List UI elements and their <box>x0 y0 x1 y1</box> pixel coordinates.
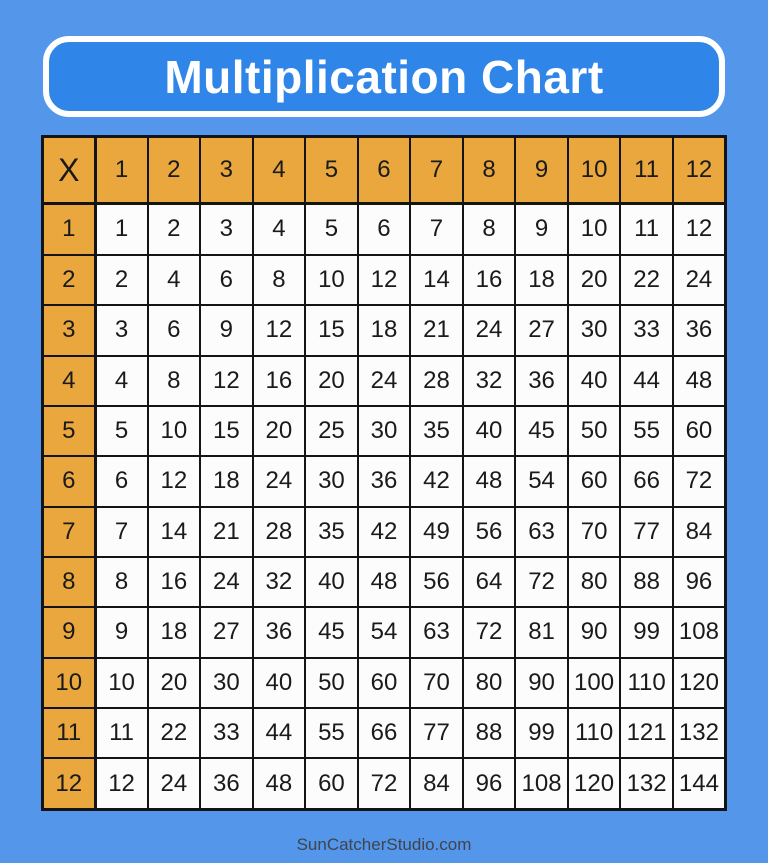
product-cell: 14 <box>410 255 463 305</box>
row-header-cell: 6 <box>43 456 96 506</box>
product-cell: 60 <box>358 658 411 708</box>
product-cell: 12 <box>95 758 148 809</box>
product-cell: 20 <box>568 255 621 305</box>
product-cell: 35 <box>305 507 358 557</box>
product-cell: 48 <box>463 456 516 506</box>
product-cell: 72 <box>463 607 516 657</box>
product-cell: 16 <box>463 255 516 305</box>
product-cell: 6 <box>200 255 253 305</box>
product-cell: 5 <box>305 204 358 255</box>
row-header-cell: 2 <box>43 255 96 305</box>
product-cell: 10 <box>305 255 358 305</box>
table-row <box>43 507 726 557</box>
product-cell: 40 <box>253 658 306 708</box>
product-cell: 63 <box>515 507 568 557</box>
product-cell: 72 <box>515 557 568 607</box>
product-cell: 100 <box>568 658 621 708</box>
product-cell: 33 <box>620 305 673 355</box>
product-cell: 9 <box>200 305 253 355</box>
row-header-cell: 4 <box>43 356 96 406</box>
product-cell: 7 <box>410 204 463 255</box>
product-cell: 28 <box>253 507 306 557</box>
table-row <box>43 255 726 305</box>
row-header-cell: 12 <box>43 758 96 809</box>
product-cell: 10 <box>95 658 148 708</box>
product-cell: 18 <box>358 305 411 355</box>
product-cell: 24 <box>463 305 516 355</box>
product-cell: 12 <box>200 356 253 406</box>
row-header-cell: 1 <box>43 204 96 255</box>
product-cell: 45 <box>305 607 358 657</box>
product-cell: 22 <box>620 255 673 305</box>
product-cell: 24 <box>358 356 411 406</box>
product-cell: 48 <box>253 758 306 809</box>
product-cell: 18 <box>200 456 253 506</box>
product-cell: 81 <box>515 607 568 657</box>
product-cell: 99 <box>620 607 673 657</box>
product-cell: 120 <box>673 658 726 708</box>
product-cell: 10 <box>568 204 621 255</box>
product-cell: 12 <box>148 456 201 506</box>
product-cell: 90 <box>515 658 568 708</box>
product-cell: 15 <box>305 305 358 355</box>
product-cell: 18 <box>148 607 201 657</box>
product-cell: 8 <box>463 204 516 255</box>
table-row <box>43 708 726 758</box>
product-cell: 44 <box>253 708 306 758</box>
product-cell: 12 <box>673 204 726 255</box>
product-cell: 50 <box>568 406 621 456</box>
product-cell: 22 <box>148 708 201 758</box>
table-row <box>43 356 726 406</box>
product-cell: 2 <box>95 255 148 305</box>
product-cell: 77 <box>410 708 463 758</box>
multiplication-table <box>41 135 727 811</box>
product-cell: 24 <box>148 758 201 809</box>
product-cell: 24 <box>673 255 726 305</box>
product-cell: 36 <box>515 356 568 406</box>
product-cell: 7 <box>95 507 148 557</box>
product-cell: 1 <box>95 204 148 255</box>
product-cell: 88 <box>620 557 673 607</box>
product-cell: 10 <box>148 406 201 456</box>
product-cell: 6 <box>95 456 148 506</box>
product-cell: 12 <box>253 305 306 355</box>
table-row <box>43 204 726 255</box>
col-header-cell: 9 <box>515 137 568 204</box>
product-cell: 25 <box>305 406 358 456</box>
product-cell: 132 <box>673 708 726 758</box>
product-cell: 55 <box>305 708 358 758</box>
row-header-cell: 9 <box>43 607 96 657</box>
product-cell: 6 <box>148 305 201 355</box>
table-row <box>43 758 726 809</box>
col-header-cell: 11 <box>620 137 673 204</box>
col-header-cell: 3 <box>200 137 253 204</box>
product-cell: 42 <box>358 507 411 557</box>
product-cell: 30 <box>568 305 621 355</box>
product-cell: 21 <box>410 305 463 355</box>
product-cell: 16 <box>253 356 306 406</box>
product-cell: 20 <box>253 406 306 456</box>
product-cell: 70 <box>568 507 621 557</box>
product-cell: 120 <box>568 758 621 809</box>
product-cell: 63 <box>410 607 463 657</box>
table-row <box>43 607 726 657</box>
product-cell: 24 <box>253 456 306 506</box>
product-cell: 4 <box>148 255 201 305</box>
product-cell: 11 <box>620 204 673 255</box>
product-cell: 49 <box>410 507 463 557</box>
product-cell: 11 <box>95 708 148 758</box>
product-cell: 110 <box>568 708 621 758</box>
product-cell: 6 <box>358 204 411 255</box>
product-cell: 40 <box>568 356 621 406</box>
product-cell: 72 <box>673 456 726 506</box>
product-cell: 33 <box>200 708 253 758</box>
col-header-cell: 12 <box>673 137 726 204</box>
product-cell: 80 <box>463 658 516 708</box>
product-cell: 56 <box>410 557 463 607</box>
table-header-row <box>43 137 726 204</box>
product-cell: 50 <box>305 658 358 708</box>
product-cell: 8 <box>95 557 148 607</box>
product-cell: 132 <box>620 758 673 809</box>
row-header-cell: 3 <box>43 305 96 355</box>
product-cell: 77 <box>620 507 673 557</box>
product-cell: 35 <box>410 406 463 456</box>
table-row <box>43 557 726 607</box>
product-cell: 14 <box>148 507 201 557</box>
product-cell: 36 <box>673 305 726 355</box>
product-cell: 20 <box>305 356 358 406</box>
row-header-cell: 8 <box>43 557 96 607</box>
page-title: Multiplication Chart <box>164 50 604 103</box>
product-cell: 12 <box>358 255 411 305</box>
product-cell: 54 <box>515 456 568 506</box>
product-cell: 90 <box>568 607 621 657</box>
col-header-cell: 7 <box>410 137 463 204</box>
product-cell: 42 <box>410 456 463 506</box>
product-cell: 5 <box>95 406 148 456</box>
row-header-cell: 10 <box>43 658 96 708</box>
product-cell: 8 <box>253 255 306 305</box>
product-cell: 110 <box>620 658 673 708</box>
product-cell: 32 <box>463 356 516 406</box>
product-cell: 40 <box>463 406 516 456</box>
product-cell: 108 <box>515 758 568 809</box>
product-cell: 66 <box>358 708 411 758</box>
product-cell: 72 <box>358 758 411 809</box>
product-cell: 60 <box>568 456 621 506</box>
product-cell: 48 <box>673 356 726 406</box>
product-cell: 15 <box>200 406 253 456</box>
product-cell: 40 <box>305 557 358 607</box>
row-header-cell: 7 <box>43 507 96 557</box>
product-cell: 24 <box>200 557 253 607</box>
product-cell: 84 <box>673 507 726 557</box>
multiplication-table-body <box>43 137 726 810</box>
product-cell: 18 <box>515 255 568 305</box>
product-cell: 27 <box>515 305 568 355</box>
product-cell: 60 <box>305 758 358 809</box>
product-cell: 60 <box>673 406 726 456</box>
product-cell: 30 <box>358 406 411 456</box>
product-cell: 20 <box>148 658 201 708</box>
product-cell: 54 <box>358 607 411 657</box>
product-cell: 36 <box>200 758 253 809</box>
product-cell: 66 <box>620 456 673 506</box>
product-cell: 9 <box>515 204 568 255</box>
col-header-cell: 8 <box>463 137 516 204</box>
footer-credit: SunCatcherStudio.com <box>296 835 472 854</box>
product-cell: 3 <box>95 305 148 355</box>
table-row <box>43 456 726 506</box>
product-cell: 32 <box>253 557 306 607</box>
product-cell: 144 <box>673 758 726 809</box>
product-cell: 88 <box>463 708 516 758</box>
col-header-cell: 4 <box>253 137 306 204</box>
product-cell: 36 <box>358 456 411 506</box>
product-cell: 4 <box>95 356 148 406</box>
product-cell: 16 <box>148 557 201 607</box>
col-header-cell: 2 <box>148 137 201 204</box>
table-row <box>43 305 726 355</box>
product-cell: 48 <box>358 557 411 607</box>
title-banner <box>43 36 725 117</box>
product-cell: 64 <box>463 557 516 607</box>
product-cell: 55 <box>620 406 673 456</box>
product-cell: 3 <box>200 204 253 255</box>
product-cell: 84 <box>410 758 463 809</box>
product-cell: 28 <box>410 356 463 406</box>
table-row <box>43 658 726 708</box>
product-cell: 27 <box>200 607 253 657</box>
col-header-cell: 6 <box>358 137 411 204</box>
product-cell: 96 <box>463 758 516 809</box>
table-row <box>43 406 726 456</box>
product-cell: 21 <box>200 507 253 557</box>
product-cell: 108 <box>673 607 726 657</box>
corner-cell: X <box>43 137 96 204</box>
row-header-cell: 11 <box>43 708 96 758</box>
product-cell: 99 <box>515 708 568 758</box>
product-cell: 44 <box>620 356 673 406</box>
col-header-cell: 1 <box>95 137 148 204</box>
row-header-cell: 5 <box>43 406 96 456</box>
col-header-cell: 5 <box>305 137 358 204</box>
product-cell: 30 <box>305 456 358 506</box>
product-cell: 8 <box>148 356 201 406</box>
product-cell: 36 <box>253 607 306 657</box>
product-cell: 45 <box>515 406 568 456</box>
product-cell: 80 <box>568 557 621 607</box>
product-cell: 9 <box>95 607 148 657</box>
product-cell: 4 <box>253 204 306 255</box>
product-cell: 30 <box>200 658 253 708</box>
product-cell: 121 <box>620 708 673 758</box>
product-cell: 2 <box>148 204 201 255</box>
product-cell: 70 <box>410 658 463 708</box>
product-cell: 96 <box>673 557 726 607</box>
col-header-cell: 10 <box>568 137 621 204</box>
product-cell: 56 <box>463 507 516 557</box>
